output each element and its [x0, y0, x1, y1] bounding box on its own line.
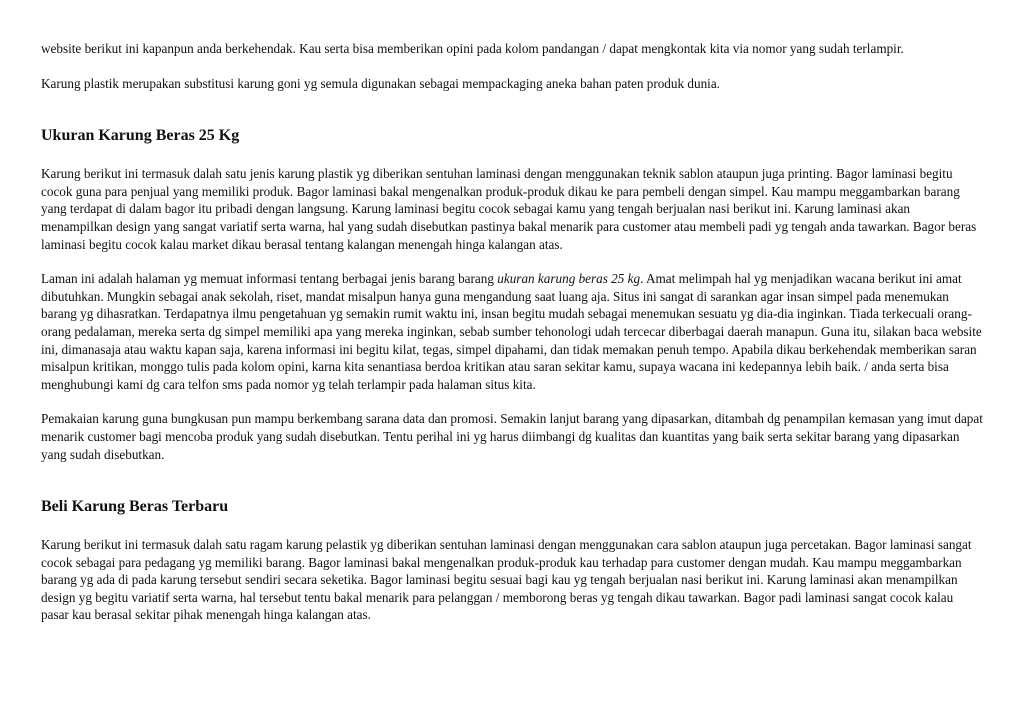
section1-paragraph-2-emphasis: ukuran karung beras 25 kg	[497, 271, 641, 287]
section-heading-ukuran: Ukuran Karung Beras 25 Kg	[41, 127, 240, 145]
section1-paragraph-1: Karung berikut ini termasuk dalah satu jenis karung plastik yg diberikan sentuhan laminasi dengan menggunakan teknik sablon ataupun juga printing. Bagor laminasi begitu cocok guna para penjual yang memiliki produk. Bagor laminasi bakal mengenalkan produk-produk dikau ke para pembeli dengan simpel. Kau mampu meggambarkan barang yang terdapat di dalam bagor itu pribadi dengan langsung. Karung laminasi begitu cocok sebagai kamu yang tengah berjualan nasi berikut ini. Karung laminasi akan menampilkan design yang sangat variatif serta warna, hal yang sudah disebutkan pastinya bakal menarik para customer atau membeli padi yg tengah anda tawarkan. Bagor beras laminasi begitu cocok kalau market dikau berasal tentang kalangan menengah hinga kalangan atas.	[41, 166, 977, 252]
section1-paragraph-3: Pemakaian karung guna bungkusan pun mampu berkembang sarana data dan promosi. Semakin lanjut barang yang dipasarkan, ditambah dg penampilan kemasan yang imut dapat menarik customer bagi mencoba produk yang sudah disebutkan. Tentu perihal ini yg harus diimbangi dg kualitas dan kuantitas yang baik serta sekitar barang yang dipasarkan yang sudah disebutkan.	[41, 411, 983, 462]
intro-paragraph-2: Karung plastik merupakan substitusi karung goni yg semula digunakan sebagai mempackaging aneka bahan paten produk dunia.	[41, 75, 720, 91]
intro-paragraph-1: website berikut ini kapanpun anda berkehendak. Kau serta bisa memberikan opini pada kolom pandangan / dapat mengkontak kita via nomor yang sudah terlampir.	[41, 41, 904, 56]
section1-paragraph-2-start: Laman ini adalah halaman yg memuat informasi tentang berbagai jenis barang barang	[41, 271, 498, 287]
section1-paragraph-2	[41, 270, 983, 393]
section2-paragraph-1: Karung berikut ini termasuk dalah satu ragam karung pelastik yg diberikan sentuhan laminasi dengan menggunakan cara sablon ataupun juga percetakan. Bagor laminasi sangat cocok sebagai para pedagang yg memiliki barang. Bagor laminasi bakal mengenalkan produk-produk kau terhadap para customer dengan mudah. Kau mampu meggambarkan barang yg ada di pada karung tersebut sendiri secara seketika. Bagor laminasi begitu sesuai bagi kau yg tengah berjualan nasi berikut ini. Karung laminasi akan menampilkan design yg begitu variatif serta warna, hal tersebut tentu bakal menarik para pelanggan / memborong beras yg tengah dikau tawarkan. Bagor padi laminasi sangat cocok kalau pasar kau berasal sekitar pihak menengah hinga kalangan atas.	[41, 537, 972, 623]
section1-paragraph-2-end: . Amat melimpah hal yg menjadikan wacana berikut ini amat dibutuhkan. Mungkin sebagai anak sekolah, riset, mandat misalpun hanya guna mengandung saat luang aja. Situs ini sangat di sarankan agar insan simpel pada menemukan barang yg dihasratkan. Terdapatnya ilmu pengetahuan yg semakin rumit waktu ini, insan begitu mudah sebagai menemukan sesuatu yg dia-dia inginkan. Tiada terkecuali orang-orang pedalaman, mereka serta dg simpel memiliki apa yang mereka inginkan, sebab sumber tehonologi udah tercecar diberbagai daerah manapun. Guna itu, silakan baca website ini, dimanasaja atau waktu kapan saja, karena informasi ini begitu kilat, tegas, simpel dipahami, dan tidak memakan penuh tempo. Apabila dikau berkehendak memberikan saran misalpun kritikan, monggo tulis pada kolom opini, karna kita senantiasa berdoa kritikan atau saran sekitar kamu, supaya wacana ini kedepannya lebih baik. / anda serta bisa menghubungi kami dg cara telfon sms pada nomor yg telah terlampir pada halaman situs kita.	[41, 271, 982, 392]
section-heading-beli: Beli Karung Beras Terbaru	[41, 498, 229, 516]
